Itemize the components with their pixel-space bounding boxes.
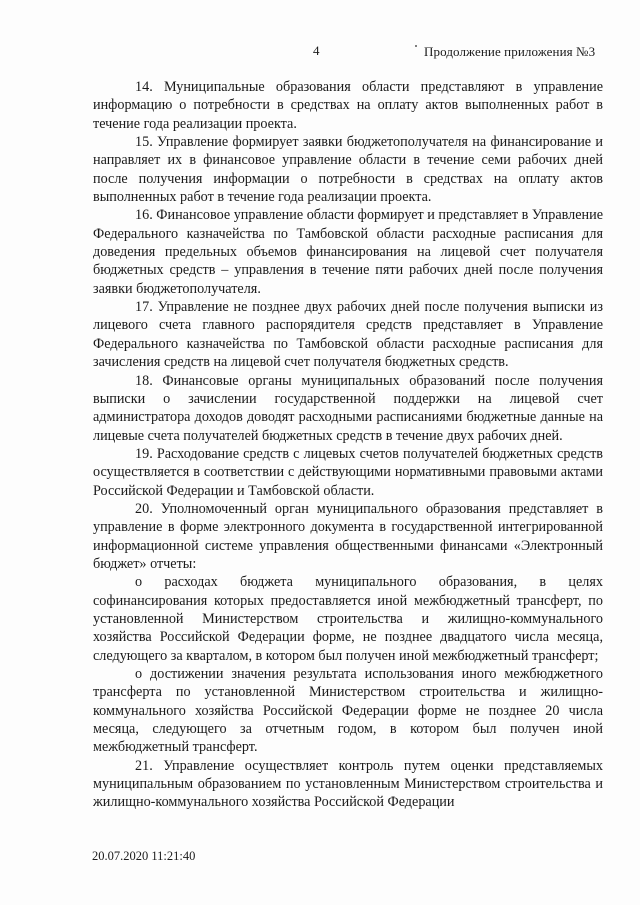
paragraph-14: 14. Муниципальные образования области представляют в управление информацию о потребности в средствах на оплату актов выполненных работ в течение года реализации проекта. (93, 79, 603, 132)
paragraph-19: 19. Расходование средств с лицевых счетов получателей бюджетных средств осуществляется в соответствии с действующими нормативными правовыми актами Российской Федерации и Тамбовской области. (93, 445, 603, 499)
paragraph-21: 21. Управление осуществляет контроль путем оценки представляемых муниципальным образованием по установленным Министерством строительства и жилищно-коммунального хозяйства Российской Федерации (93, 757, 603, 811)
document-body (93, 78, 603, 812)
page-number: 4 (313, 43, 320, 58)
paragraph-18: 18. Финансовые органы муниципальных образований после получения выписки о зачислении государственной поддержки на лицевой счет администратора доходов доводят расходными расписаниями бюджетные данные на лицевые счета получателей бюджетных средств в течение двух рабочих дней. (93, 372, 603, 444)
paragraph-15: 15. Управление формирует заявки бюджетополучателя на финансирование и направляет их в финансовое управление области в течение семи рабочих дней после получения информации о потребности в средствах на оплату актов выполненных работ в течение года реализации проекта. (93, 134, 603, 206)
appendix-continuation-note: Продолжение приложения №3 (424, 44, 596, 59)
print-timestamp: 20.07.2020 11:21:40 (92, 849, 196, 863)
paragraph-20: 20. Уполномоченный орган муниципального образования представляет в управление в форме электронного документа в государственной интегрированной информационной системе управления общественными финансами «Электронный бюджет» отчеты: (93, 500, 603, 572)
speck-mark (415, 45, 417, 47)
report-item-expenses: о расходах бюджета муниципального образования, в целях софинансирования которых предоставляется иной межбюджетный трансферт, по установленной Министерством строительства и жилищно-коммунального хозяйства Российской Федерации форме, не позднее двадцатого числа месяца, следующего за кварталом, в котором был получен иной межбюджетный трансферт; (93, 574, 603, 664)
paragraph-16: 16. Финансовое управление области формирует и представляет в Управление Федерального казначейства по Тамбовской области расходные расписания для доведения предельных объемов финансирования на лицевой счет получателя бюджетных средств – управления в течение пяти рабочих дней после получения заявки бюджетополучателя. (93, 207, 603, 297)
paragraph-17: 17. Управление не позднее двух рабочих дней после получения выписки из лицевого счета главного распорядителя средств представляет в Управление Федерального казначейства по Тамбовской области расходные расписания для зачисления средств на лицевой счет получателя бюджетных средств. (93, 299, 603, 371)
report-item-results: о достижении значения результата использования иного межбюджетного трансферта по установленной Министерством строительства и жилищно-коммунального хозяйства Российской Федерации форме не позднее 20 числа месяца, следующего за отчетным годом, в котором был получен иной межбюджетный трансферт. (93, 666, 603, 756)
